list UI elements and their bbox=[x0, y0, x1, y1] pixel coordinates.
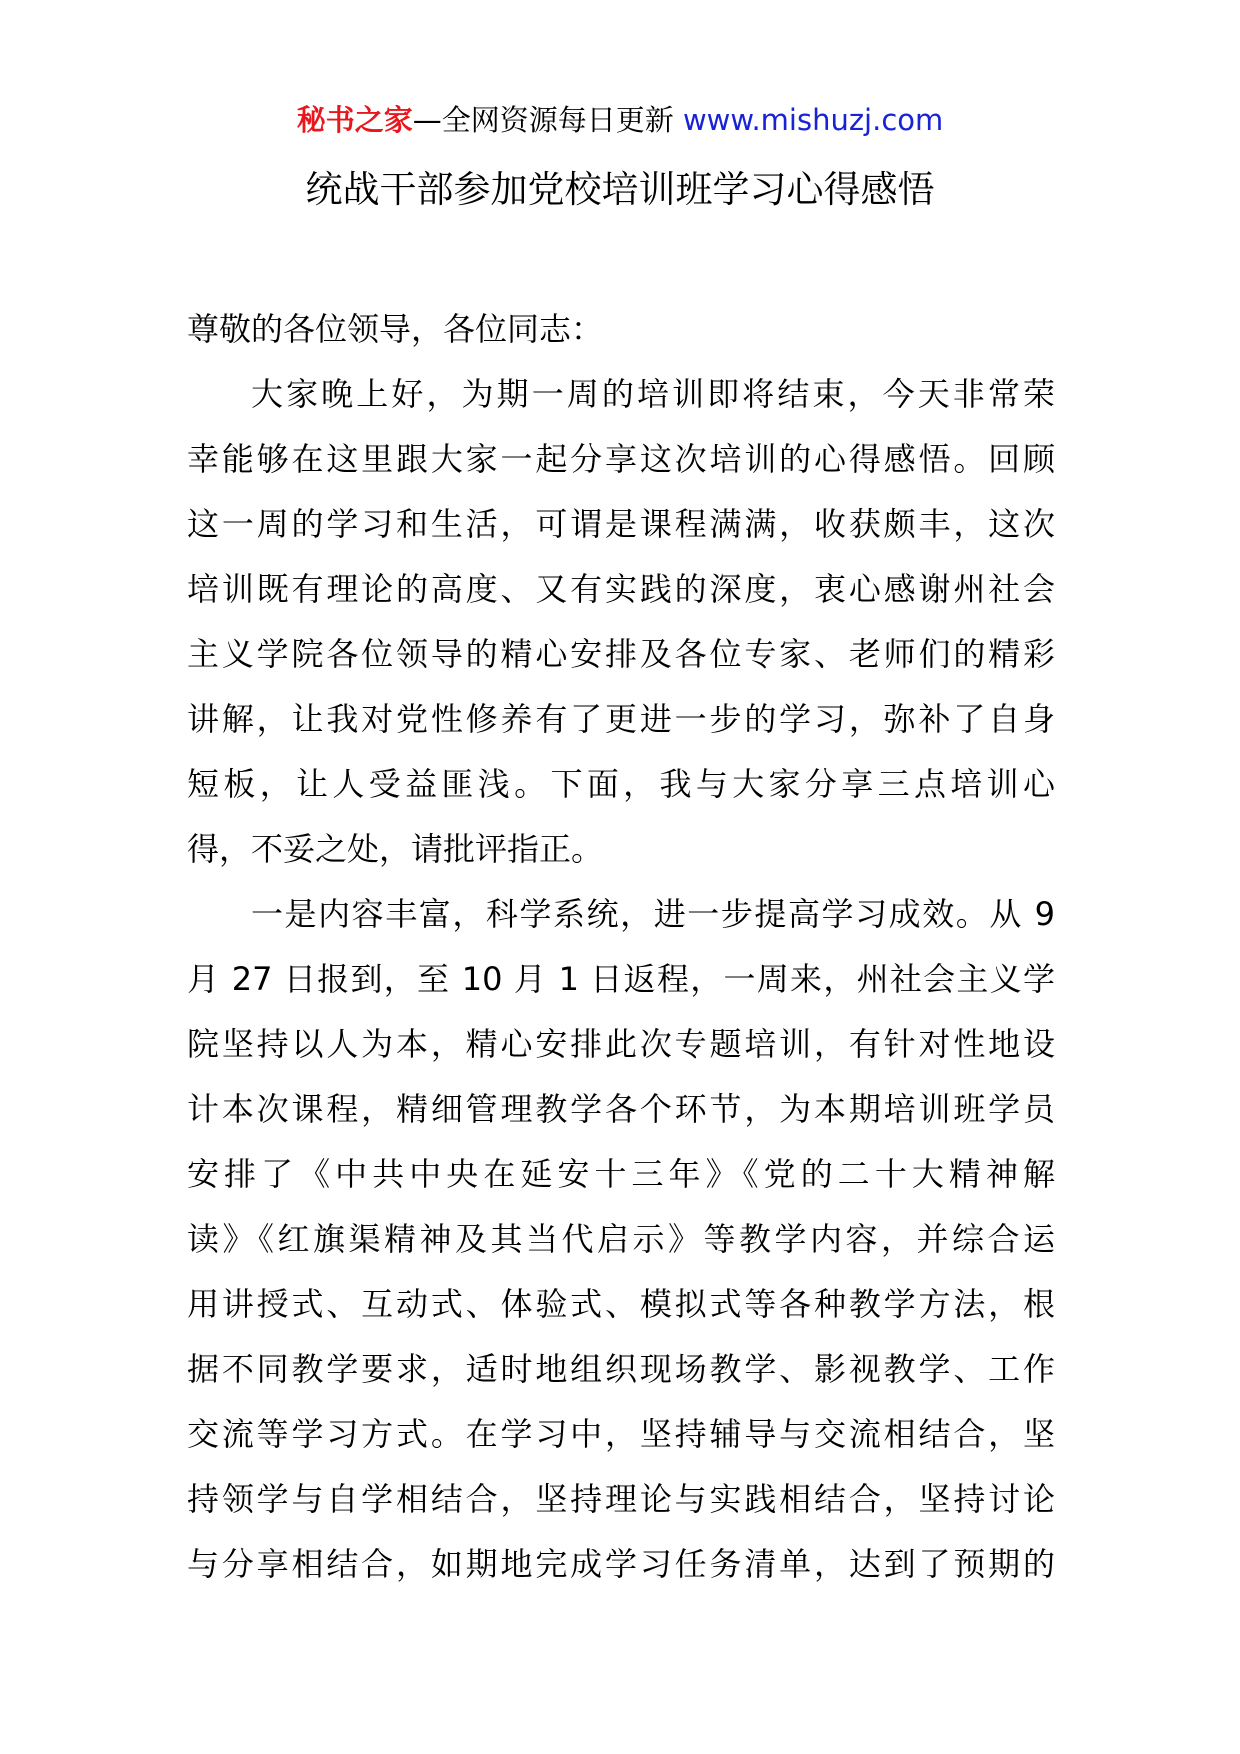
document-title: 统战干部参加党校培训班学习心得感悟 bbox=[305, 168, 935, 211]
paragraph-line: 这一周的学习和生活，可谓是课程满满，收获颇丰，这次 bbox=[187, 505, 1055, 543]
paragraph-line: 一是内容丰富，科学系统，进一步提高学习成效。从 9 bbox=[251, 895, 1055, 933]
paragraph-line: 计本次课程，精细管理教学各个环节，为本期培训班学员 bbox=[187, 1090, 1055, 1128]
paragraph-line: 大家晚上好，为期一周的培训即将结束，今天非常荣 bbox=[251, 375, 1055, 413]
paragraph-line: 主义学院各位领导的精心安排及各位专家、老师们的精彩 bbox=[187, 635, 1055, 673]
paragraph-line: 培训既有理论的高度、又有实践的深度，衷心感谢州社会 bbox=[187, 570, 1055, 608]
paragraph-line: 读》《红旗渠精神及其当代启示》等教学内容，并综合运 bbox=[187, 1220, 1055, 1258]
paragraph-line: 安排了《中共中央在延安十三年》《党的二十大精神解 bbox=[187, 1155, 1055, 1193]
paragraph-line: 与分享相结合，如期地完成学习任务清单，达到了预期的 bbox=[187, 1545, 1055, 1583]
paragraph-line: 用讲授式、互动式、体验式、模拟式等各种教学方法，根 bbox=[187, 1285, 1055, 1323]
paragraph-line: 得，不妥之处，请批评指正。 bbox=[187, 830, 604, 868]
site-tagline: —全网资源每日更新 bbox=[412, 103, 674, 137]
paragraph-line: 月 27 日报到，至 10 月 1 日返程，一周来，州社会主义学 bbox=[187, 960, 1055, 998]
paragraph-line: 院坚持以人为本，精心安排此次专题培训，有针对性地设 bbox=[187, 1025, 1055, 1063]
paragraph-line: 交流等学习方式。在学习中，坚持辅导与交流相结合，坚 bbox=[187, 1415, 1055, 1453]
site-brand: 秘书之家 bbox=[296, 103, 413, 137]
paragraph-line: 据不同教学要求，适时地组织现场教学、影视教学、工作 bbox=[187, 1350, 1055, 1388]
site-header bbox=[0, 100, 1240, 140]
salutation-line: 尊敬的各位领导，各位同志： bbox=[187, 310, 604, 348]
paragraph-line: 持领学与自学相结合，坚持理论与实践相结合，坚持讨论 bbox=[187, 1480, 1055, 1518]
paragraph-line: 幸能够在这里跟大家一起分享这次培训的心得感悟。回顾 bbox=[187, 440, 1055, 478]
document-body bbox=[187, 297, 1055, 1597]
site-url-link[interactable]: www.mishuzj.com bbox=[682, 103, 944, 137]
paragraph-line: 讲解，让我对党性修养有了更进一步的学习，弥补了自身 bbox=[187, 700, 1055, 738]
paragraph-line: 短板，让人受益匪浅。下面，我与大家分享三点培训心 bbox=[187, 765, 1055, 803]
